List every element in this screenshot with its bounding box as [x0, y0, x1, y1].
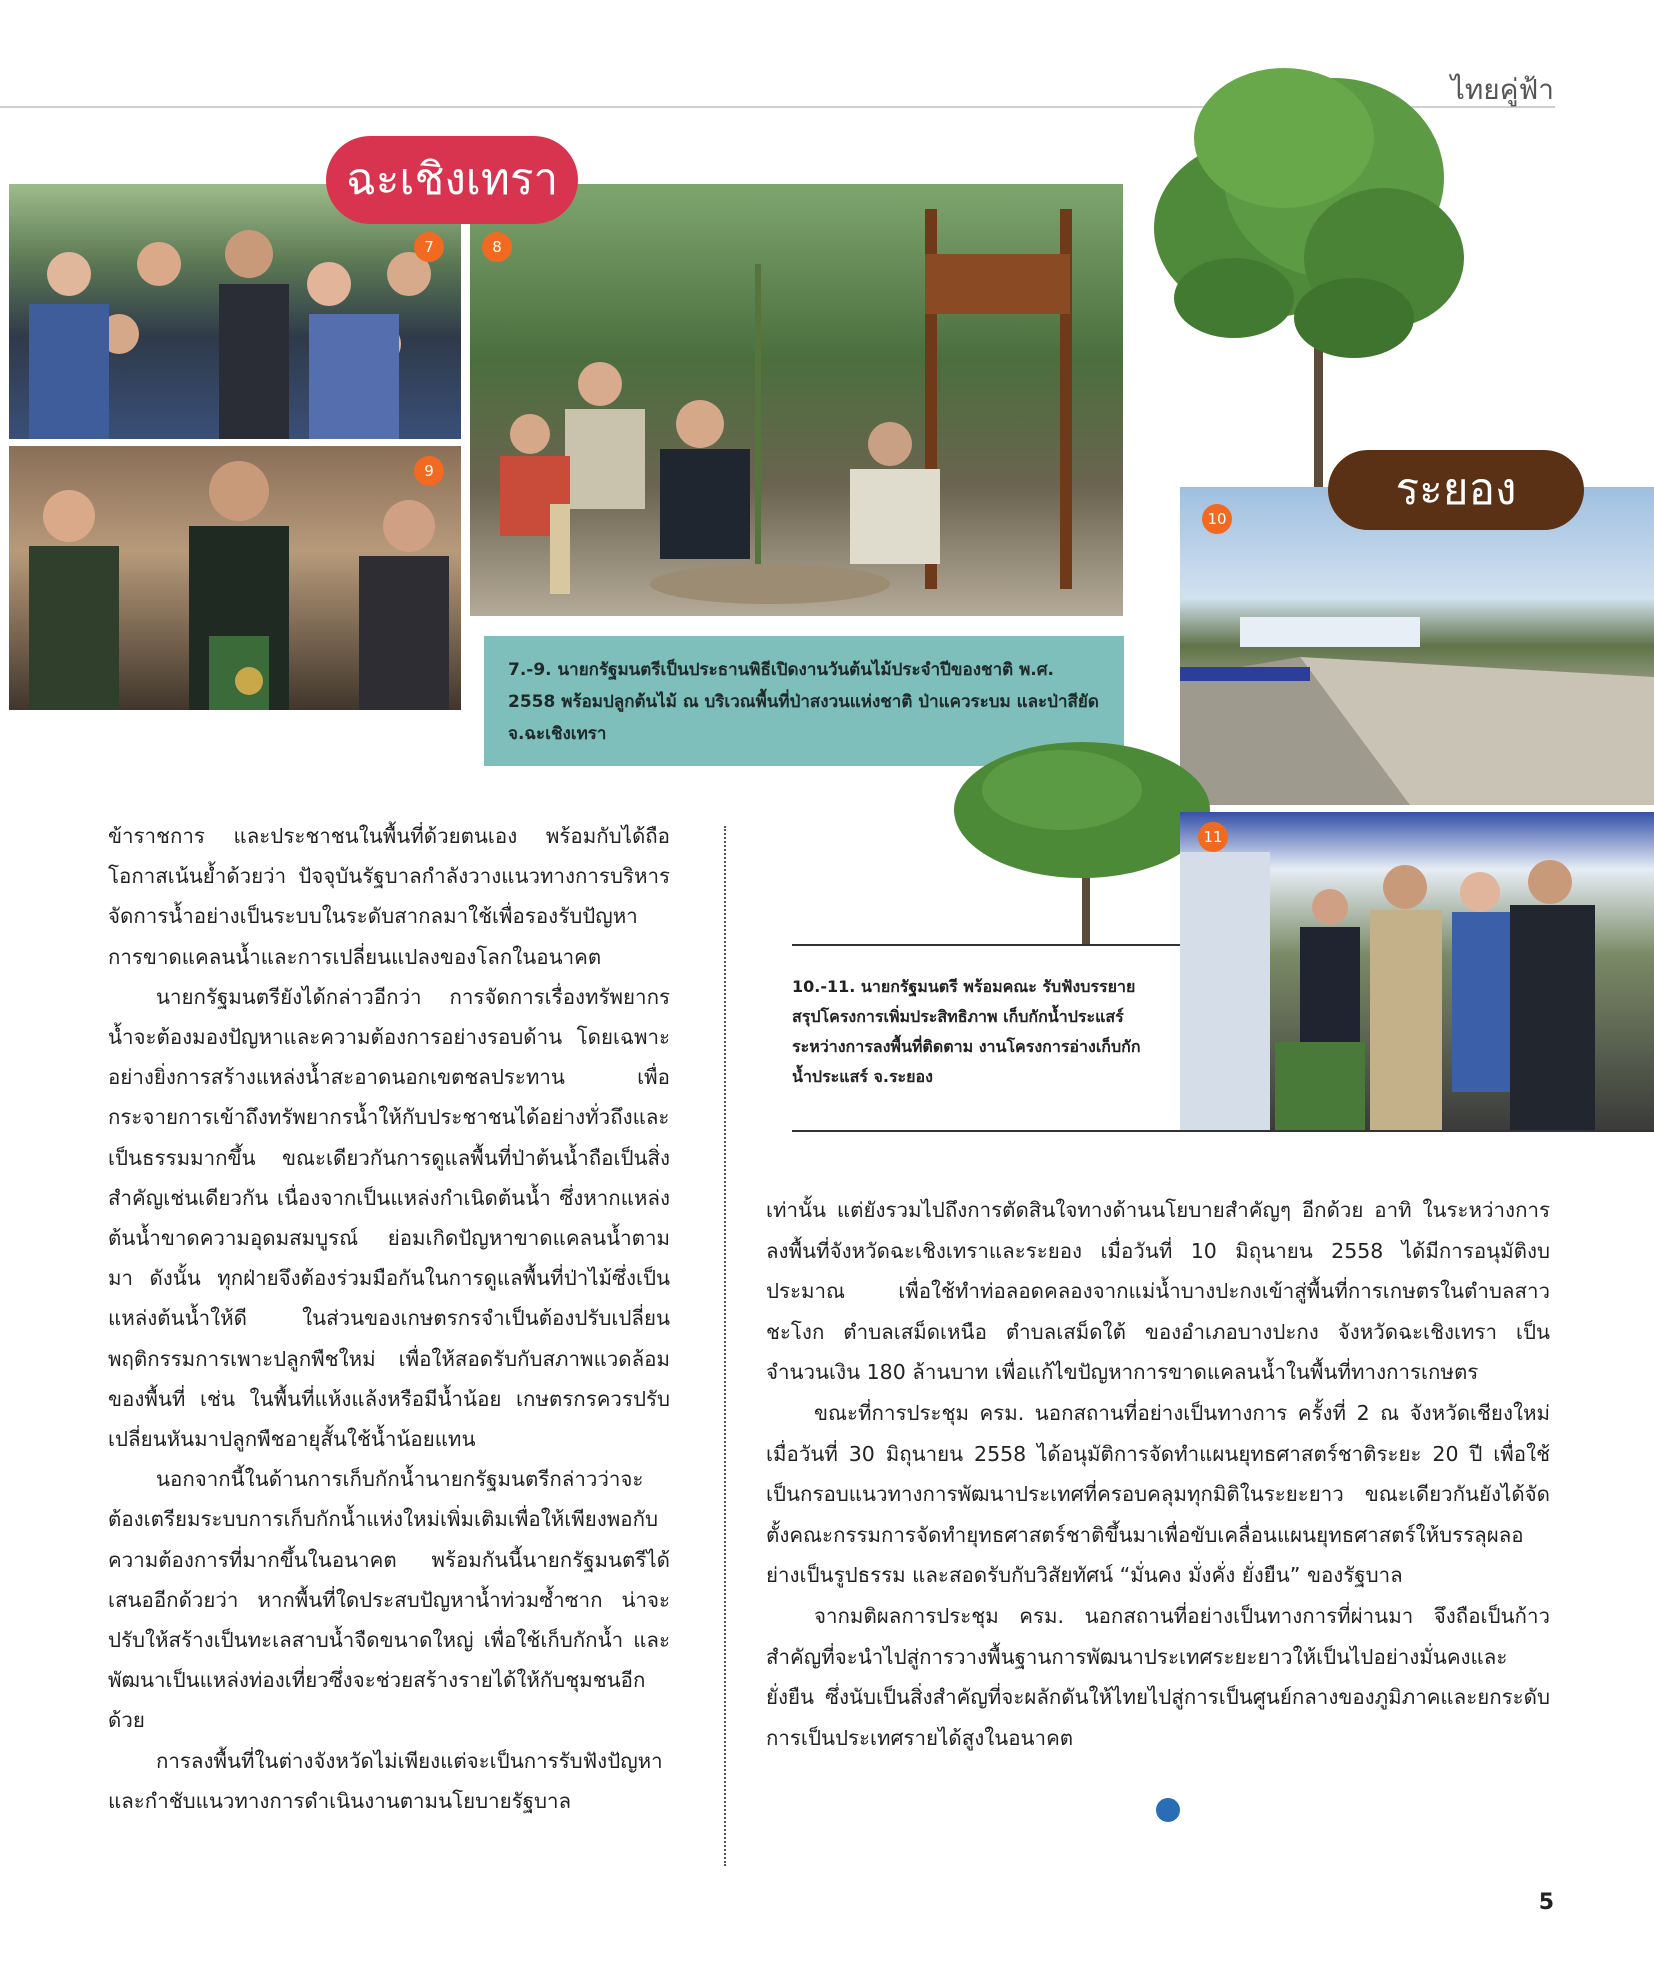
body-paragraph: การลงพื้นที่ในต่างจังหวัดไม่เพียงแต่จะเป็นการรับฟังปัญหาและกำชับแนวทางการดำเนินงานตามนโยบายรัฐบาล [108, 1748, 663, 1813]
caption-rule-top [792, 944, 1180, 946]
caption-photos-10-11: 10.-11. นายกรัฐมนตรี พร้อมคณะ รับฟังบรรยายสรุปโครงการเพิ่มประสิทธิภาพ เก็บกักน้ำประแสร์ ระหว่างการลงพื้นที่ติดตาม งานโครงการอ่างเก็บกักน้ำประแสร์ จ.ระยอง [792, 977, 1141, 1086]
region-label-chachoengsao: ฉะเชิงเทรา [326, 136, 578, 224]
end-of-article-icon [1156, 1798, 1180, 1822]
page-number: 5 [1538, 1890, 1554, 1915]
tree-illustration-large [1134, 58, 1464, 488]
photo-badge-8: 8 [482, 232, 512, 262]
body-paragraph: จากมติผลการประชุม ครม. นอกสถานที่อย่างเป็นทางการที่ผ่านมา จึงถือเป็นก้าวสำคัญที่จะนำไปสู่การวางพื้นฐานการพัฒนาประเทศระยะยาวให้เป็นไปอย่างมั่นคงและยั่งยืน ซึ่งนับเป็นสิ่งสำคัญที่จะผลักดันให้ไทยไปสู่การเป็นศูนย์กลางของภูมิภาคและยกระดับการเป็นประเทศรายได้สูงในอนาคต [766, 1603, 1550, 1750]
column-divider [724, 826, 726, 1866]
photo-badge-11: 11 [1198, 822, 1228, 852]
photo-badge-9: 9 [414, 456, 444, 486]
photo-8 [470, 184, 1123, 616]
body-paragraph: นายกรัฐมนตรียังได้กล่าวอีกว่า การจัดการเรื่องทรัพยากรน้ำจะต้องมองปัญหาและความต้องการอย่างรอบด้าน โดยเฉพาะอย่างยิ่งการสร้างแหล่งน้ำสะอาดนอกเขตชลประทาน เพื่อกระจายการเข้าถึงทรัพยากรน้ำให้กับประชาชนได้อย่างทั่วถึงและเป็นธรรมมากขึ้น ขณะเดียวกันการดูแลพื้นที่ป่าต้นน้ำถือเป็นสิ่งสำคัญเช่นเดียวกัน เนื่องจากเป็นแหล่งกำเนิดต้นน้ำ ซึ่งหากแหล่งต้นน้ำขาดความอุดมสมบูรณ์ ย่อมเกิดปัญหาขาดแคลนน้ำตามมา ดังนั้น ทุกฝ่ายจึงต้องร่วมมือกันในการดูแลพื้นที่ป่าไม้ซึ่งเป็นแหล่งต้นน้ำให้ดี ในส่วนของเกษตรกรจำเป็นต้องปรับเปลี่ยนพฤติกรรมการเพาะปลูกพืชใหม่ เพื่อให้สอดรับกับสภาพแวดล้อมของพื้นที่ เช่น ในพื้นที่แห้งแล้งหรือมีน้ำน้อย เกษตรกรควรปรับเปลี่ยนหันมาปลูกพืชอายุสั้นใช้น้ำน้อยแทน [108, 984, 670, 1452]
running-head: ไทยคู่ฟ้า [1450, 73, 1554, 106]
region-label-rayong: ระยอง [1328, 450, 1584, 530]
photo-badge-7: 7 [414, 232, 444, 262]
photo-11 [1180, 812, 1654, 1130]
body-paragraph: ข้าราชการ และประชาชนในพื้นที่ด้วยตนเอง พร้อมกับได้ถือโอกาสเน้นย้ำด้วยว่า ปัจจุบันรัฐบาลกำลังวางแนวทางการบริหารจัดการน้ำอย่างเป็นระบบในระดับสากลมาใช้เพื่อรองรับปัญหาการขาดแคลนน้ำและการเปลี่ยนแปลงของโลกในอนาคต [108, 824, 670, 969]
photo-10 [1180, 487, 1654, 805]
caption-rule-bottom [792, 1130, 1654, 1132]
caption-text-7-9: 7.-9. นายกรัฐมนตรีเป็นประธานพิธีเปิดงานวันต้นไม้ประจำปีของชาติ พ.ศ. 2558 พร้อมปลูกต้นไม้ ณ บริเวณพื้นที่ป่าสงวนแห่งชาติ ป่าแควระบม และป่าสียัด จ.ฉะเชิงเทรา [508, 660, 1099, 744]
photo-9 [9, 446, 461, 710]
tree-illustration-small [952, 740, 1212, 946]
body-paragraph: เท่านั้น แต่ยังรวมไปถึงการตัดสินใจทางด้านนโยบายสำคัญๆ อีกด้วย อาทิ ในระหว่างการลงพื้นที่จังหวัดฉะเชิงเทราและระยอง เมื่อวันที่ 10 มิถุนายน 2558 ได้มีการอนุมัติงบประมาณ เพื่อใช้ทำท่อลอดคลองจากแม่น้ำบางปะกงเข้าสู่พื้นที่การเกษตรในตำบลสาวชะโงก ตำบลเสม็ดเหนือ ตำบลเสม็ดใต้ ของอำเภอบางปะกง จังหวัดฉะเชิงเทรา เป็นจำนวนเงิน 180 ล้านบาท เพื่อแก้ไขปัญหาการขาดแคลนน้ำในพื้นที่ทางการเกษตร [766, 1198, 1550, 1385]
body-column-right [766, 1190, 1550, 1758]
body-paragraph: ขณะที่การประชุม ครม. นอกสถานที่อย่างเป็นทางการ ครั้งที่ 2 ณ จังหวัดเชียงใหม่ เมื่อวันที่ 30 มิถุนายน 2558 ได้อนุมัติการจัดทำแผนยุทธศาสตร์ชาติระยะ 20 ปี เพื่อใช้เป็นกรอบแนวทางการพัฒนาประเทศที่ครอบคลุมทุกมิติในระยะยาว ขณะเดียวกันยังได้จัดตั้งคณะกรรมการจัดทำยุทธศาสตร์ชาติขึ้นมาเพื่อขับเคลื่อนแผนยุทธศาสตร์ให้บรรลุผลอย่างเป็นรูปธรรม และสอดรับกับวิสัยทัศน์ “มั่นคง มั่งคั่ง ยั่งยืน” ของรัฐบาล [766, 1400, 1550, 1588]
body-column-left [108, 816, 670, 1821]
photo-badge-10: 10 [1202, 504, 1232, 534]
body-paragraph: นอกจากนี้ในด้านการเก็บกักน้ำนายกรัฐมนตรีกล่าวว่าจะต้องเตรียมระบบการเก็บกักน้ำแห่งใหม่เพิ่มเติมเพื่อให้เพียงพอกับความต้องการที่มากขึ้นในอนาคต พร้อมกันนี้นายกรัฐมนตรีได้เสนออีกด้วยว่า หากพื้นที่ใดประสบปัญหาน้ำท่วมซ้ำซาก น่าจะปรับให้สร้างเป็นทะเลสาบน้ำจืดขนาดใหญ่ เพื่อใช้เก็บกักน้ำ และพัฒนาเป็นแหล่งท่องเที่ยวซึ่งจะช่วยสร้างรายได้ให้กับชุมชนอีกด้วย [108, 1467, 670, 1733]
